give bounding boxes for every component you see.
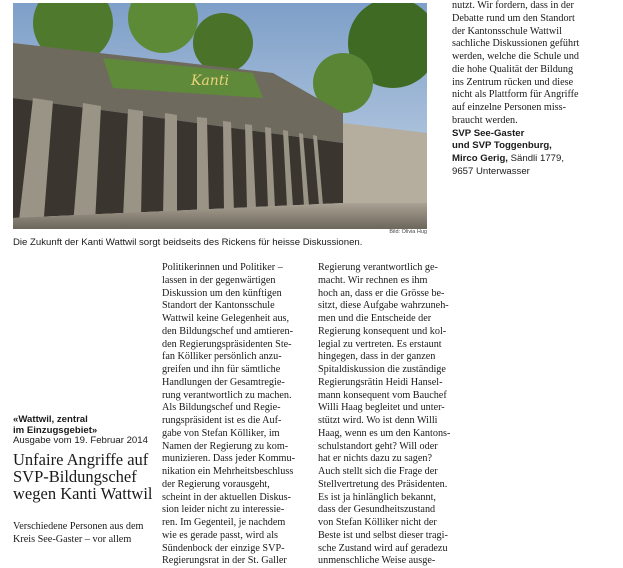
letter-line: nutzt. Wir fordern, dass in der [452,0,574,11]
column-line: gabe von Stefan Kölliker, im [162,427,280,439]
lead-line-1: Verschiedene Personen aus dem [13,521,144,532]
column-line: hoch an, dass er die Grösse be- [318,287,445,299]
headline-line-2: SVP-Bildungschef [13,467,137,487]
column-line: Haag, wenn es um den Kantons- [318,427,451,439]
article-photo [13,3,427,229]
column-line: macht. Wir rechnen es ihm [318,274,428,286]
column-line: Spitaldiskussion die zuständige [318,364,446,375]
column-line: Beste ist und selbst dieser tragi- [318,529,448,541]
column-line: Als Bildungschef und Regie- [162,402,281,414]
column-line: rungspräsident ist es die Auf- [162,415,282,426]
column-line: Es ist ja hinlänglich bekannt, [318,491,436,503]
letter-lead [13,521,143,547]
column-line: Wattwil keine Gelegenheit aus, [162,313,290,324]
letter-line: der Kantonsschule Wattwil [452,25,562,37]
letter-line: Debatte rund um den Standort [452,12,575,24]
column-line: Regierungsrätin Heidi Hansel- [318,376,443,388]
article-reference [13,415,148,447]
photo-credit: Bild: Olivia Hug [389,229,427,235]
signature-party-2: und SVP Toggenburg, [452,140,552,152]
column-line: scheint in der aktuellen Diskus- [162,491,292,503]
column-line: von Stefan Kölliker nicht der [318,517,437,528]
column-line: Willi Haag begleitet und unter- [318,402,445,414]
column-line: sitzt, diese Aufgabe wahrzuneh- [318,300,449,312]
column-line: Sündenbock der einzige SVP- [162,542,285,554]
column-line: hingegen, dass in der ganzen [318,351,436,363]
column-line: greifen und ihn für sämtliche [162,364,281,375]
column-line: Regierungsrat in der St. Galler [162,555,287,567]
kanti-sign-text: Kanti [191,73,229,89]
author-address: Sändli 1779, [507,153,564,164]
letter-top-column [452,0,579,179]
column-line: legial zu vertreten. Es erstaunt [318,338,442,350]
column-line: sche Zustand wird auf geradezu [318,542,448,554]
column-line: ren. Im Gegenteil, je nachdem [162,517,286,528]
column-line: Diskussion um den künftigen [162,287,282,299]
column-line: Politikerinnen und Politiker – [162,262,283,273]
column-line: Stellvertretung des Präsidenten. [318,478,448,490]
author-name: Mirco Gerig, [452,153,508,164]
column-line: der Regierung vorausgeht, [162,478,270,490]
column-line: nikation ein Mehrheitsbeschluss [162,466,294,477]
column-line: men und die Entscheide der [318,313,432,324]
letter-line: die hohe Qualität der Bildung [452,63,574,75]
letter-headline [13,451,153,503]
school-building-image [13,3,427,229]
column-line: sion leider nicht zu interessie- [162,504,285,516]
column-line: hat er nichts dazu zu sagen? [318,453,432,465]
author-address-2: 9657 Unterwasser [452,165,530,177]
column-line: schulstandort geht? Will oder [318,440,438,452]
letter-column-2 [318,262,450,568]
reference-quote-1: «Wattwil, zentral [13,414,88,425]
letter-line: werden, welche die Schule und [452,51,580,62]
photo-caption: Die Zukunft der Kanti Wattwil sorgt beidseits des Rickens für heisse Diskussionen. [13,237,363,248]
signature-party: SVP See-Gaster [452,127,525,139]
letter-line: sachliche Diskussionen geführt [452,38,580,50]
headline-line-3: wegen Kanti Wattwil [13,484,153,504]
column-line: Auch stellt sich die Frage der [318,466,438,477]
reference-issue: Ausgabe vom 19. Februar 2014 [13,435,148,446]
reference-quote-2: im Einzugsgebiet» [13,424,98,436]
author-line [452,153,579,166]
column-line: mann konsequent vom Bauchef [318,389,447,401]
column-line: lassen in der gegenwärtigen [162,274,276,286]
letter-line: auf einzelne Personen miss- [452,102,567,113]
column-line: wie es gerade passt, wird als [162,529,278,541]
letter-column-1 [162,262,295,568]
column-line: unmenschliche Weise ausge- [318,555,436,567]
column-line: dass der Gesundheitszustand [318,504,436,516]
column-line: Regierung konsequent und kol- [318,325,447,337]
column-line: Regierung verantwortlich ge- [318,262,438,273]
column-line: stützt wird. Wo ist denn Willi [318,415,438,426]
column-line: rung verantwortlich zu machen. [162,389,292,401]
column-line: Standort der Kantonsschule [162,300,275,312]
letter-line: nicht als Plattform für Angriffe [452,89,579,101]
column-line: Handlungen der Gesamtregie- [162,376,285,388]
column-line: den Regierungspräsidenten Ste- [162,338,292,350]
headline-line-1: Unfaire Angriffe auf [13,450,149,469]
column-line: munizieren. Dass jeder Kommu- [162,453,295,465]
column-line: den Bildungschef und amtieren- [162,325,293,337]
letter-line: braucht werden. [452,114,518,126]
lead-line-2: Kreis See-Gaster – vor allem [13,533,132,545]
letter-line: ins Zentrum rücken und diese [452,76,574,88]
column-line: fan Kölliker persönlich anzu- [162,351,282,363]
column-line: Namen der Regierung zu kom- [162,440,289,452]
